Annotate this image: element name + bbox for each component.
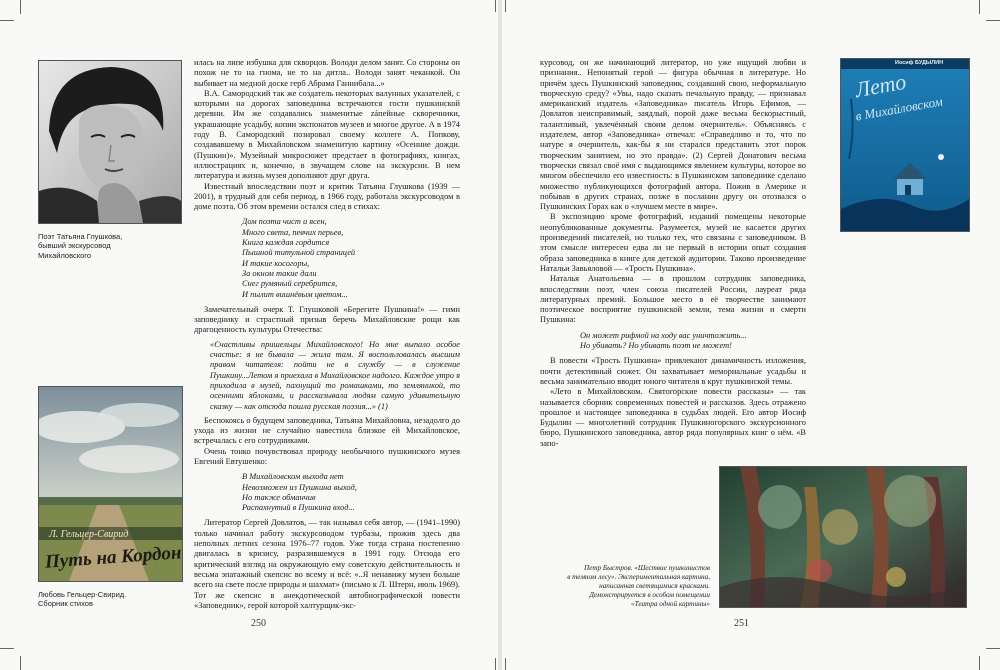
crop-mark [495, 658, 496, 670]
left-text-column [194, 58, 460, 611]
book-cover-author: Иосиф БУДЫЛИН [895, 60, 944, 66]
crop-mark [986, 648, 1000, 649]
verse-line: Книга каждая гордится [242, 238, 330, 248]
verse-line: Распахнутый в Пушкина вход... [242, 503, 355, 513]
verse-evtushenko [242, 472, 460, 513]
painting-caption-line: «Театра одной картины» [631, 600, 710, 608]
book-cover-leto-v-mikhaylovskom [840, 58, 970, 232]
book-cover-title: Путь на Кордон [44, 542, 183, 573]
crop-mark [986, 20, 1000, 21]
right-text-column [540, 58, 806, 449]
verse-line: Снег румяный серебрится, [242, 279, 338, 289]
book-cover-put-na-kordon [38, 386, 183, 582]
verse-line: И пылит вишнёвым цветом... [242, 289, 348, 299]
painting-caption-line: Петр Быстров. «Шествие пушкинистов [584, 564, 710, 572]
portrait-illustration [39, 61, 181, 223]
verse-line: За окном такие дали [242, 268, 317, 278]
verse-line: Пышной титульной страницей [242, 248, 356, 258]
verse-line: Но также обманчив [242, 492, 316, 502]
crop-mark [505, 0, 506, 12]
book-caption [38, 590, 188, 609]
crop-mark [979, 656, 980, 670]
portrait-caption-line: Михайловского [38, 250, 92, 260]
verse-line: Много света, певчих перьев, [242, 227, 344, 237]
painting-caption-line: написанная светящимися красками. [599, 582, 710, 590]
verse-line: Невозможен из Пушкина выход, [242, 482, 357, 492]
paragraph: «Лето в Михайловском. Святогорские повести рассказы» — так называется сборник современных повестей и рассказов. Здесь отражено прошлое и настоящее заповедника в судьбах людей. Его автор Иосиф Будылин — многолетний сотрудник Пушкиногорского экскурсионного бюро, Пушкинского заповедника, автор ряда популярных книг о нём. «В запо- [540, 387, 806, 448]
paragraph: Известный впоследствии поэт и критик Татьяна Глушкова (1939 — 2001), в трудный для себя период, в 1966 году, работала экскурсоводом в доме поэта. Об этом времени остался след в стихах: [194, 181, 460, 212]
paragraph: Наталья Анатольевна — в прошлом сотрудник заповедника, впоследствии поэт, член союза писателей России, лауреат ряда литературных премий. Большое место в её творчестве занимают поэтическое восприятие пушкинской земли, тема жизни и смерти Пушкина: [540, 274, 806, 325]
book-cover-title-line2: в Михайловском [854, 93, 944, 124]
crop-mark [20, 656, 21, 670]
page-number-right: 251 [734, 618, 749, 629]
verse-line: И такие косогоры, [242, 258, 310, 268]
portrait-caption-line: бывший экскурсовод [38, 241, 111, 251]
book-cover-author: Л. Гельцер-Свирид [49, 529, 129, 540]
crop-mark [0, 648, 14, 649]
crop-mark [20, 0, 21, 14]
paragraph: Литератор Сергей Довлатов, — так называл себя автор, — (1941–1990) только начинал работу экскурсоводом турбазы, прожив здесь два неполных летних сезона 1976–77 годов. Уже тогда страна постепенно двигалась в кризису, разразившемуся в 1991 году. Отсюда его критический взгляд на окружающую ему советскую действительность и весьма эпатажный скепсис во всему и всё: «..Я ненавижу музеи больше всего на свете после природы и шахмат» (письмо к Л. Штерн, июль 1969). Тот же скепсис в анекдотической автобиографической повести «Заповедник», герой которой халтурщик-экс- [194, 518, 460, 610]
book-caption-line: Любовь Гельцер-Свирид. [38, 590, 127, 599]
painting-illustration [720, 467, 966, 607]
book-cover-title-line1: Лето [853, 68, 908, 103]
crop-mark [0, 20, 14, 21]
verse-glushkova [242, 217, 460, 299]
painting-caption-line: в темном лесу». Экспериментальная картина, [567, 573, 710, 581]
paragraph: Замечательный очерк Т. Глушковой «Берегите Пушкина!» — гимн заповеднику и страстный призыв беречь Михайловские рощи как драгоценность культуры Отечества: [194, 304, 460, 335]
paragraph: Беспокоясь о будущем заповедника, Татьяна Михайловна, незадолго до ухода из жизни не случайно навестила близкое ей Михайловское, встречалась с его сотрудниками. [194, 415, 460, 446]
painting-caption-line: Демонстрируется в особом помещении [589, 591, 710, 599]
paragraph: В повести «Трость Пушкина» привлекают динамичность изложения, почти детективный сюжет. Он захватывает мемориальные усадьбы и весьма занимательно вводит юного читателя в круг пушкинской темы. [540, 356, 806, 386]
book-caption-line: Сборник стихов [38, 599, 93, 609]
paragraph: Очень тонко почувствовал природу необычного пушкинского музея Евгений Евтушенко: [194, 446, 460, 466]
crop-mark [979, 0, 980, 14]
page-number-left: 250 [251, 618, 266, 629]
verse-line: В Михайловском выхода нет [242, 472, 344, 482]
verse-line: Он может рифмой на ходу вас уничтожить... [580, 330, 747, 340]
quote-glushkova: «Счастливы пришельцы Михайловского! Но мне выпало особое счастье: я не бывала — жила там. Я воспользовалась высшим правом читателя: пойти не в службу — в служение Пушкину...Летом я приехала в Михайловское надолго. Каждое утро я приходила в музей, пахнущий то ромашками, то земляникой, то осенними яблоками, и рассказывала людям самую удивительную сказку — как отсюда пошла русская поэзия...» (1) [210, 339, 460, 411]
paragraph: курсовод, он же начинающий литератор, но уже ищущий любви и признания.. Непонятый герой — фигура обычная в литературе. Но причём здесь Пушкинский заповедник, создавший свою, неформальную творческую среду? «Увы, надо сказать печальную правду, — признавал американский издатель «Заповедника» писатель Игорь Ефимов, — Довлатов неисправимый, заядлый, порой даже весьма бескорыстный, талантливый, увлечённый своим делом очернитель». Объясняясь с издателем, автор «Заповедника» отвечал: «Справедливо и то, что по натуре я очернитель, как-бы я ни старался представить этот порок творческим занятием, но это правда». (2) Сергей Донатович весьма творчески связал своё имя с выдающимся явлением культуры, которое во многом обеспечило его известность: в Пушкинском заповеднике сделано множество публикующихся фотографий автора. Пожив в Америке и побывав в других странах, позже в послании другу он отозвался о Пушкинских Горах как о «лучшем месте в мире». [540, 58, 806, 212]
portrait-photo [38, 60, 182, 224]
paragraph: В экспозицию кроме фотографий, изданий помещены некоторые неопубликованные документы. Разумеется, музей не касается других произведений писателей, но только тех, что связаны с заповедником. В этом смысле интересен едва ли не первый в истории опыт создания образа заповедника в книге для детской аудитории. Таково произведение Натальи Завьяловой — «Трость Пушкина». [540, 212, 806, 273]
verse-line: Дом поэта чист и ясен, [242, 217, 327, 227]
crop-mark [495, 0, 496, 12]
painting-caption [550, 564, 710, 609]
paragraph: В.А. Самородский так же создатель некоторых валунных указателей, с которыми на дорогах заповедника встречаются гости пушкинской деревни. Им же создавались знаменитые záпейные скворечники, украшающие усадьбу, копии экспонатов музеев и многое другое. А в 1974 году В. Самородский позировал своему коллеге А. Попкову, создававшему в Михайловском знаменитую картину «Осенние дожди. (Пушкин)». Музейный микросюжет предстает в фотографиях, книгах, иллюстрациях и, конечно, в звучащем слове на экскурсии. В нем литература и жизнь музея дополняют друг друга. [194, 88, 460, 181]
verse-line: Но убивать? Но убивать поэт не может! [580, 341, 732, 351]
portrait-caption-line: Поэт Татьяна Глушкова, [38, 232, 123, 241]
verse-zavyalova [580, 331, 806, 352]
portrait-caption [38, 232, 188, 260]
painting-shestvie-pushkinistov [719, 466, 967, 608]
paragraph: илась на липе избушка для скворцов. Володи делом занят. Со стороны он похож не то на гнома, не то на дитла.. Володи занят чеканкой. Он выбивает на медной доске герб Абрама Ганнибала...» [194, 58, 460, 88]
crop-mark [505, 658, 506, 670]
